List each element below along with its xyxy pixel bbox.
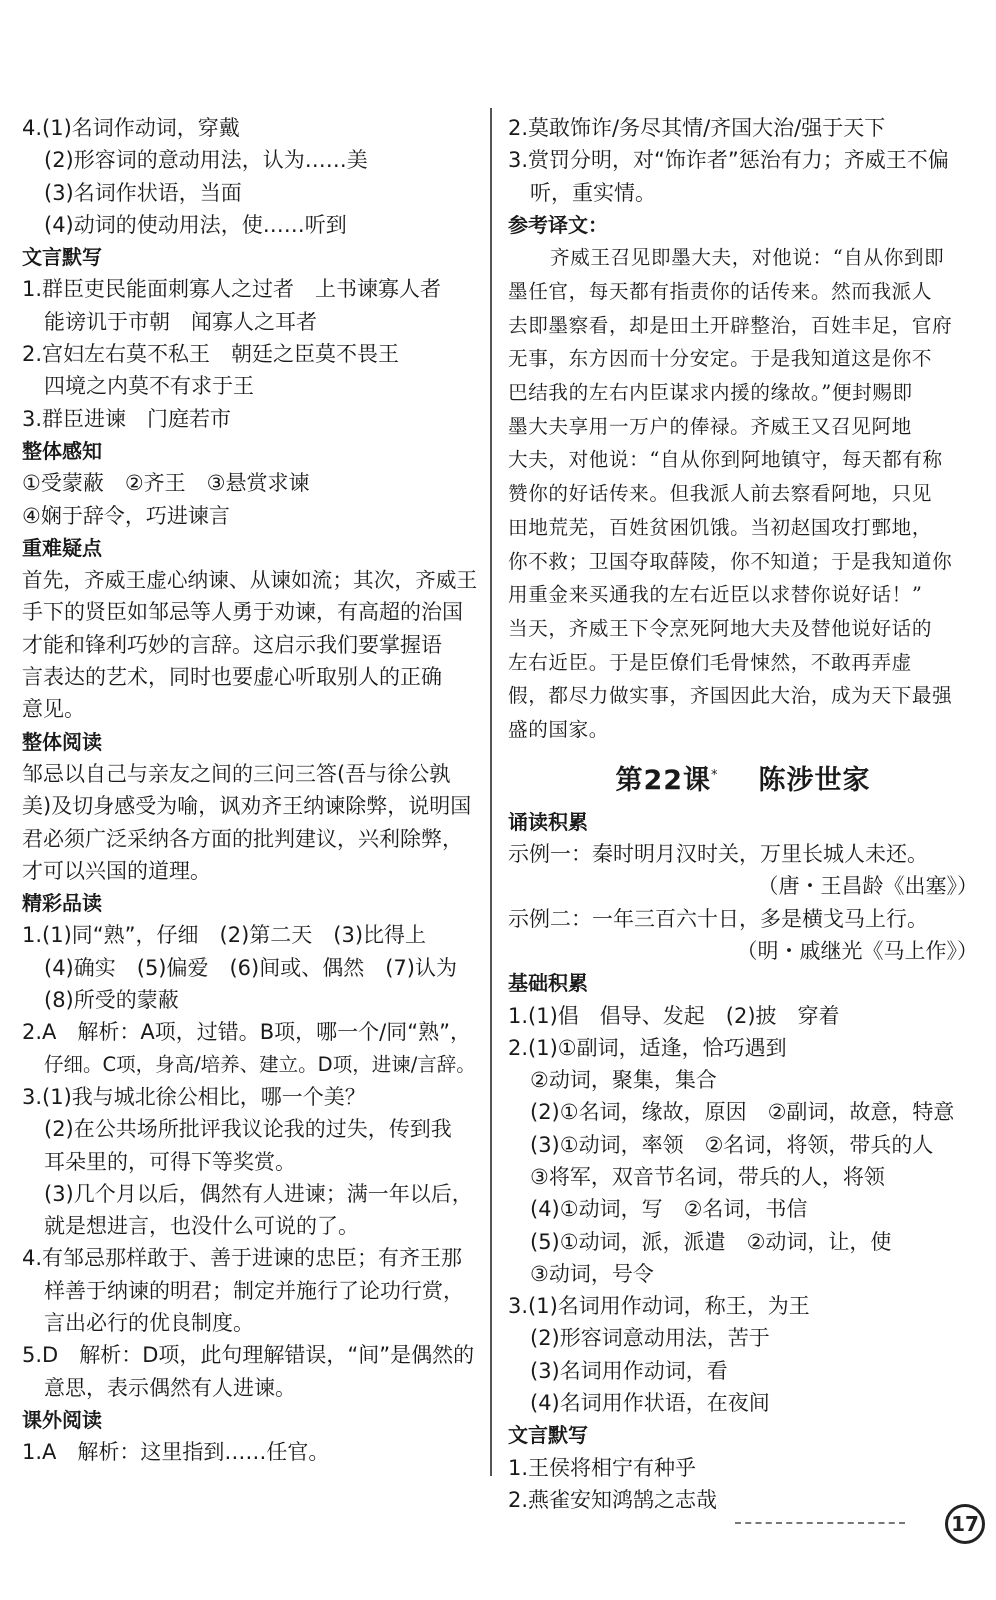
translation-line: 盛的国家。	[508, 718, 609, 742]
answer-line: 耳朵里的，可得下等奖赏。	[44, 1149, 296, 1174]
footer-dash-line	[735, 1522, 905, 1524]
answer-line: 2.燕雀安知鸿鹄之志哉	[508, 1487, 718, 1512]
translation-line: 墨大夫享用一万户的俸禄。齐威王又召见阿地	[508, 414, 912, 438]
section-heading-yiwen: 参考译文：	[508, 212, 608, 237]
section-heading-zhongnan: 重难疑点	[22, 535, 102, 560]
answer-line: (2)在公共场所批评我议论我的过失，传到我	[44, 1117, 452, 1142]
example-line: 示例一：秦时明月汉时关，万里长城人未还。	[508, 842, 928, 867]
section-heading-moxie: 文言默写	[508, 1423, 588, 1448]
translation-line: 无事，东方因而十分安定。于是我知道这是你不	[508, 347, 933, 371]
section-heading-pindu: 精彩品读	[22, 891, 102, 916]
answer-line: 言出必行的优良制度。	[44, 1310, 254, 1335]
answer-line: ③将军，双音节名词，带兵的人，将领	[530, 1165, 885, 1189]
lesson-mark: *	[711, 767, 719, 783]
answer-line: 美)及切身感受为喻，讽劝齐王纳谏除弊，说明国	[22, 794, 472, 819]
answer-line: 1.(1)倡 倡导、发起 (2)披 穿着	[508, 1003, 840, 1028]
right-column	[508, 112, 978, 1516]
answer-line: 样善于纳谏的明君；制定并施行了论功行赏，	[44, 1278, 464, 1303]
section-heading-wenyan: 文言默写	[22, 245, 102, 270]
translation-line: 墨任官，每天都有指责你的话传来。然而我派人	[508, 279, 933, 303]
lesson-name: 陈涉世家	[758, 764, 871, 796]
answer-line: 就是想进言，也没什么可说的了。	[44, 1214, 359, 1239]
answer-line: 2.宫妇左右莫不私王 朝廷之臣莫不畏王	[22, 342, 400, 367]
answer-line: 邹忌以自己与亲友之间的三问三答(吾与徐公孰	[22, 761, 451, 786]
translation-line: 左右近臣。于是臣僚们毛骨悚然，不敢再弄虚	[508, 650, 912, 674]
answer-line: (4)动词的使动用法，使……听到	[44, 212, 347, 237]
answer-line: 4.有邹忌那样敢于、善于进谏的忠臣；有齐王那	[22, 1246, 463, 1271]
answer-line: (3)名词作状语，当面	[44, 180, 242, 205]
page-number: 17	[945, 1504, 985, 1544]
answer-line: 3.(1)我与城北徐公相比，哪一个美？	[22, 1084, 366, 1109]
answer-line: ④娴于辞令，巧进谏言	[22, 503, 230, 528]
answer-line: ③动词，号令	[530, 1261, 654, 1286]
answer-line: ①受蒙蔽 ②齐王 ③悬赏求谏	[22, 471, 310, 496]
answer-line: 意见。	[22, 697, 85, 722]
answer-line: ②动词，聚集，集合	[530, 1068, 717, 1093]
translation-line: 当天，齐威王下令烹死阿地大夫及替他说好话的	[508, 616, 933, 640]
answer-line: 2.(1)①副词，适逢，恰巧遇到	[508, 1035, 787, 1060]
reference-translation	[508, 241, 978, 747]
answer-line: 3.(1)名词用作动词，称王，为王	[508, 1294, 810, 1319]
section-heading-jichu: 基础积累	[508, 971, 588, 996]
section-heading-ganzhi: 整体感知	[22, 438, 102, 463]
answer-line: (2)形容词的意动用法，认为……美	[44, 148, 368, 173]
translation-line: 用重金来买通我的左右近臣以求替你说好话！”	[508, 583, 923, 607]
answer-line: (4)①动词，写 ②名词，书信	[530, 1197, 808, 1222]
answer-line: 言表达的艺术，同时也要虚心听取别人的正确	[22, 665, 442, 690]
answer-line: 2.莫敢饰诈/务尽其情/齐国大治/强于天下	[508, 116, 886, 140]
answer-line: (3)①动词，率领 ②名词，将领，带兵的人	[530, 1132, 934, 1157]
answer-line: 才能和锋利巧妙的言辞。这启示我们要掌握语	[22, 632, 442, 657]
translation-line: 假，都尽力做实事，齐国因此大治，成为天下最强	[508, 684, 953, 708]
answer-line: 手下的贤臣如邹忌等人勇于劝谏，有高超的治国	[22, 600, 463, 625]
answer-line: (5)①动词，派，派遣 ②动词，让，使	[530, 1229, 892, 1254]
example-source: （唐・王昌龄《出塞》）	[757, 874, 978, 899]
answer-line: (4)名词用作状语，在夜间	[530, 1391, 770, 1416]
section-heading-songdu: 诵读积累	[508, 809, 588, 834]
example-source: （明・戚继光《马上作》）	[736, 938, 978, 963]
answer-line: 4.(1)名词作动词，穿戴	[22, 116, 240, 140]
answer-line: (2)形容词意动用法，苦于	[530, 1326, 770, 1351]
lesson-number: 第22课	[615, 764, 712, 796]
answer-line: 能谤讥于市朝 闻寡人之耳者	[44, 309, 317, 334]
answer-line: 四境之内莫不有求于王	[44, 374, 254, 399]
answer-line: 2.A 解析：A项，过错。B项，哪一个/同“熟”，	[22, 1020, 472, 1045]
answer-line: (3)名词用作动词，看	[530, 1358, 728, 1383]
answer-line: (3)几个月以后，偶然有人进谏；满一年以后，	[44, 1181, 473, 1206]
example-line: 示例二：一年三百六十日，多是横戈马上行。	[508, 906, 928, 931]
answer-line: 3.赏罚分明，对“饰诈者”惩治有力；齐威王不偏	[508, 148, 949, 173]
answer-line: 3.群臣进谏 门庭若市	[22, 406, 232, 431]
answer-line: 1.A 解析：这里指到……任官。	[22, 1440, 330, 1465]
section-heading-yuedu: 整体阅读	[22, 729, 102, 754]
answer-line: 1.群臣吏民能面刺寡人之过者 上书谏寡人者	[22, 277, 442, 302]
answer-line: (2)①名词，缘故，原因 ②副词，故意，特意	[530, 1100, 955, 1125]
answer-line: 才可以兴国的道理。	[22, 858, 211, 883]
answer-line: 君必须广泛采纳各方面的批判建议，兴利除弊，	[22, 826, 463, 851]
answer-line: 1.(1)同“熟”，仔细 (2)第二天 (3)比得上	[22, 923, 427, 948]
answer-line: (4)确实 (5)偏爱 (6)间或、偶然 (7)认为	[44, 955, 457, 980]
answer-line: 首先，齐威王虚心纳谏、从谏如流；其次，齐威王	[22, 568, 478, 593]
translation-line: 赞你的好话传来。但我派人前去察看阿地，只见	[508, 482, 933, 506]
translation-line: 去即墨察看，却是田土开辟整治，百姓丰足，官府	[508, 313, 953, 337]
answer-line: 仔细。C项，身高/培养、建立。D项，进谏/言辞。	[44, 1052, 476, 1076]
lesson-title	[508, 753, 978, 804]
answer-line: 5.D 解析：D项，此句理解错误，“间”是偶然的	[22, 1343, 475, 1368]
answer-line: 听，重实情。	[530, 180, 656, 205]
translation-line: 你不救；卫国夺取薛陵，你不知道；于是我知道你	[508, 549, 953, 573]
translation-line: 巴结我的左右内臣谋求内援的缘故。”便封赐即	[508, 381, 913, 404]
answer-line: 意思，表示偶然有人进谏。	[44, 1375, 296, 1400]
answer-line: 1.王侯将相宁有种乎	[508, 1455, 697, 1480]
answer-line: (8)所受的蒙蔽	[44, 988, 179, 1013]
column-divider	[490, 108, 492, 1476]
left-column	[22, 112, 477, 1468]
translation-line: 齐威王召见即墨大夫，对他说：“自从你到即	[550, 246, 945, 270]
translation-line: 田地荒芜，百姓贫困饥饿。当初赵国攻打鄄地，	[508, 515, 933, 539]
section-heading-kewai: 课外阅读	[22, 1407, 102, 1432]
translation-line: 大夫，对他说：“自从你到阿地镇守，每天都有称	[508, 448, 943, 472]
